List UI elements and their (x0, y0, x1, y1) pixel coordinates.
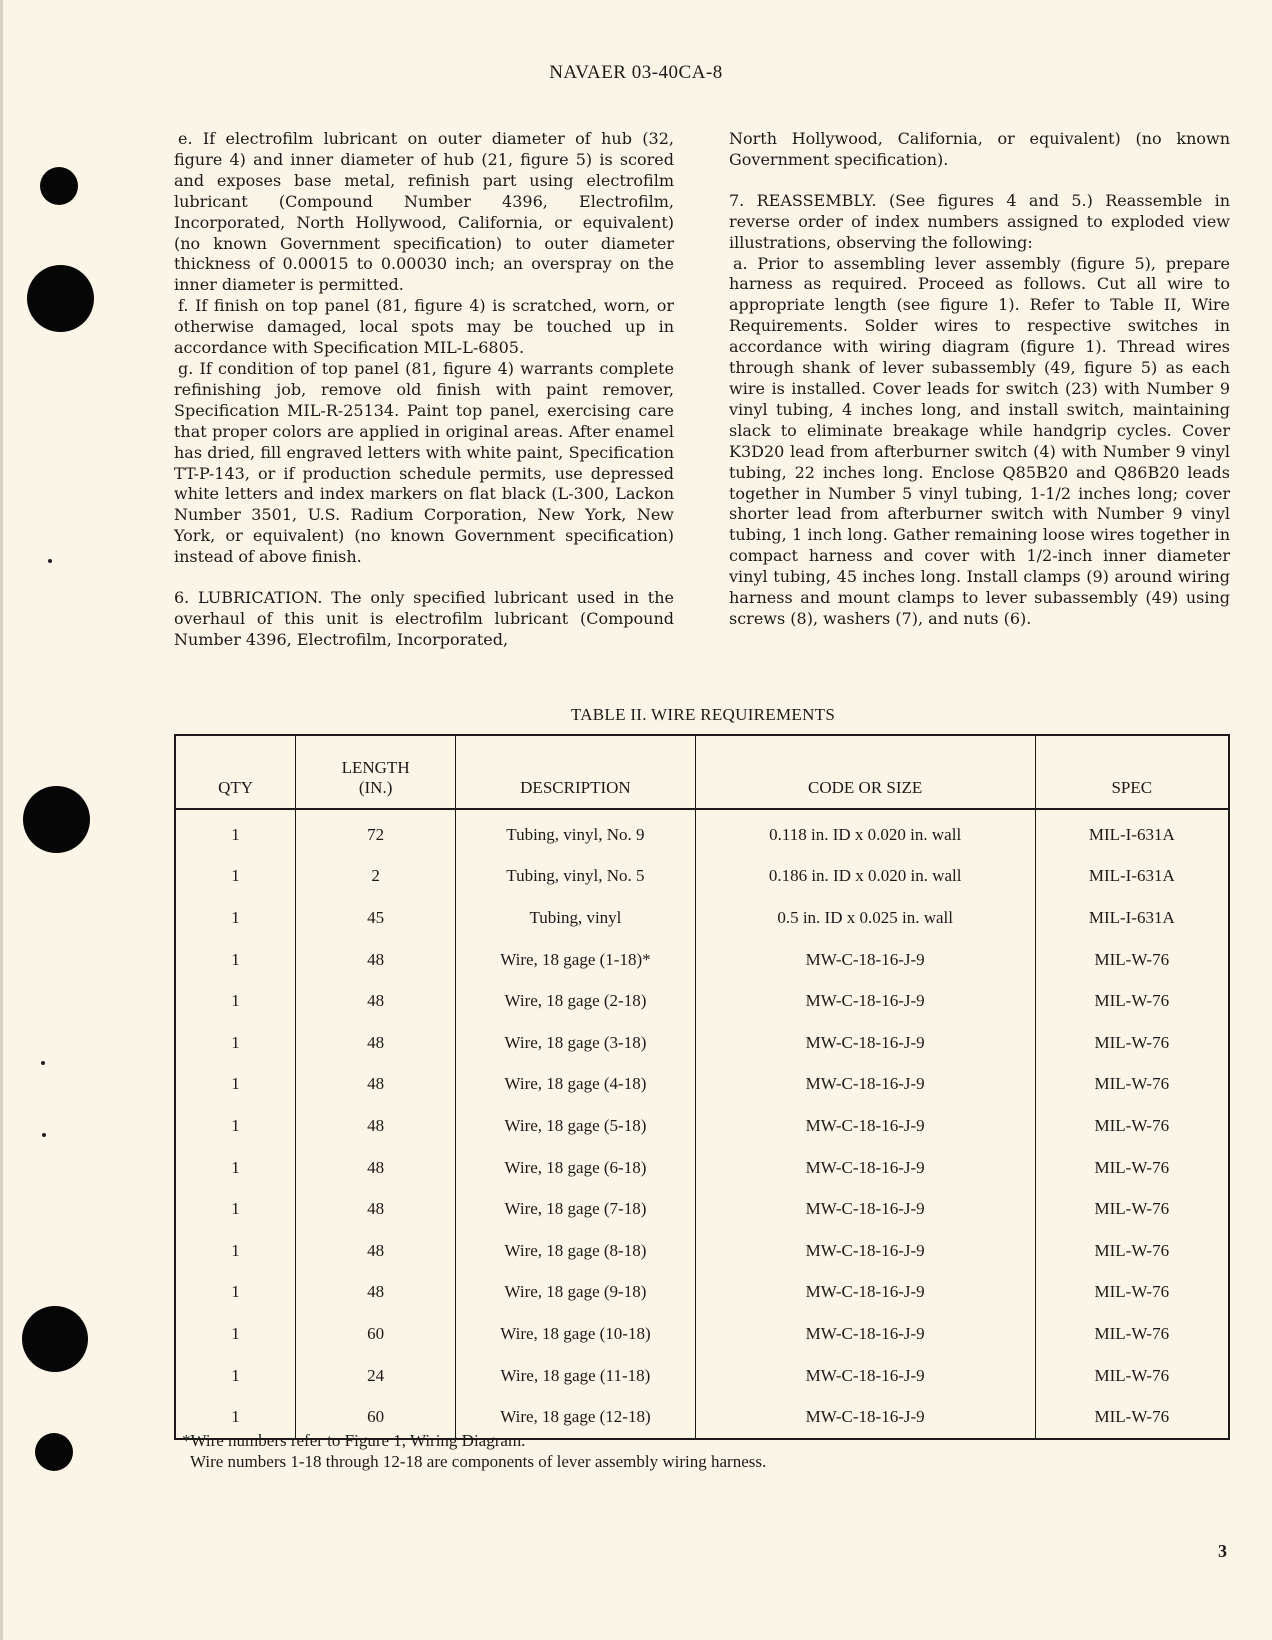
table-row (175, 856, 1229, 898)
cell-spec: MIL-W-76 (1035, 939, 1229, 981)
cell-code: MW-C-18-16-J-9 (695, 1313, 1035, 1355)
cell-spec: MIL-I-631A (1035, 856, 1229, 898)
table-row (175, 897, 1229, 939)
scan-speck (48, 559, 52, 563)
cell-code: MW-C-18-16-J-9 (695, 1355, 1035, 1397)
cell-length: 48 (296, 1105, 456, 1147)
left-text-column (174, 129, 674, 651)
cell-length: 48 (296, 980, 456, 1022)
footnote-harness: Wire numbers 1-18 through 12-18 are components of lever assembly wiring harness. (190, 1452, 767, 1471)
cell-description: Wire, 18 gage (12-18) (456, 1396, 696, 1439)
cell-length: 48 (296, 939, 456, 981)
cell-spec: MIL-I-631A (1035, 897, 1229, 939)
cell-spec: MIL-W-76 (1035, 1272, 1229, 1314)
cell-description: Wire, 18 gage (3-18) (456, 1022, 696, 1064)
paragraph-7a: a. Prior to assembling lever assembly (figure 5), prepare harness as required. Proceed as follows. Cut all wire to appropriate length (see figure 1). Refer to Table II, Wire Requirements. Solder wires to respective switches in accordance with wiring diagram (figure 1). Thread wires through shank of lever subassembly (49, figure 5) as each wire is installed. Cover leads for switch (23) with Number 9 vinyl tubing, 4 inches long, and install switch, maintaining slack to eliminate breakage while handgrip cycles. Cover K3D20 lead from afterburner switch (4) with Number 9 vinyl tubing, 22 inches long. Enclose Q85B20 and Q86B20 leads together in Number 5 vinyl tubing, 1-1/2 inches long; cover shorter lead from afterburner switch with Number 9 vinyl tubing, 1 inch long. Gather remaining loose wires together in compact harness and cover with 1/2-inch inner diameter vinyl tubing, 45 inches long. Install clamps (9) around wiring harness and mount clamps to lever subassembly (49) using screws (8), washers (7), and nuts (6). (729, 253, 1230, 628)
binder-hole-small-top (40, 167, 78, 205)
scan-speck (41, 1061, 45, 1065)
table-title: TABLE II. WIRE REQUIREMENTS (570, 705, 836, 724)
paragraph-f: f. If finish on top panel (81, figure 4) is scratched, worn, or otherwise damaged, local spots may be touched up in accordance with Specification MIL-L-6805. (174, 296, 674, 358)
cell-code: MW-C-18-16-J-9 (695, 1230, 1035, 1272)
cell-length: 2 (296, 856, 456, 898)
cell-description: Tubing, vinyl, No. 5 (456, 856, 696, 898)
cell-qty: 1 (175, 939, 296, 981)
cell-spec: MIL-W-76 (1035, 1188, 1229, 1230)
cell-length: 48 (296, 1230, 456, 1272)
cell-description: Wire, 18 gage (9-18) (456, 1272, 696, 1314)
header-qty: QTY (175, 735, 296, 809)
cell-qty: 1 (175, 1355, 296, 1397)
cell-spec: MIL-W-76 (1035, 1022, 1229, 1064)
cell-length: 60 (296, 1313, 456, 1355)
cell-length: 48 (296, 1188, 456, 1230)
cell-qty: 1 (175, 1396, 296, 1439)
right-text-column (729, 129, 1230, 630)
cell-description: Wire, 18 gage (8-18) (456, 1230, 696, 1272)
cell-qty: 1 (175, 1188, 296, 1230)
cell-length: 45 (296, 897, 456, 939)
cell-qty: 1 (175, 1022, 296, 1064)
cell-description: Wire, 18 gage (7-18) (456, 1188, 696, 1230)
binder-hole-large-lower (22, 1306, 88, 1372)
cell-code: 0.118 in. ID x 0.020 in. wall (695, 809, 1035, 856)
cell-qty: 1 (175, 856, 296, 898)
page-edge (0, 0, 3, 1640)
cell-length: 48 (296, 1064, 456, 1106)
cell-description: Wire, 18 gage (1-18)* (456, 939, 696, 981)
binder-hole-small-bottom (35, 1433, 73, 1471)
table-row (175, 1147, 1229, 1189)
cell-code: MW-C-18-16-J-9 (695, 1396, 1035, 1439)
wire-requirements-table (174, 734, 1230, 1440)
table-footnotes (182, 1430, 766, 1472)
cell-length: 48 (296, 1022, 456, 1064)
header-description: DESCRIPTION (456, 735, 696, 809)
section-6-lubrication: 6. LUBRICATION. The only specified lubricant used in the overhaul of this unit is electrofilm lubricant (Compound Number 4396, Electrofilm, Incorporated, (174, 588, 674, 649)
table-row (175, 1313, 1229, 1355)
cell-spec: MIL-W-76 (1035, 1064, 1229, 1106)
cell-spec: MIL-W-76 (1035, 980, 1229, 1022)
cell-qty: 1 (175, 1272, 296, 1314)
cell-qty: 1 (175, 1064, 296, 1106)
table-row (175, 1188, 1229, 1230)
table-header-row (175, 735, 1229, 809)
cell-qty: 1 (175, 1147, 296, 1189)
cell-code: MW-C-18-16-J-9 (695, 1022, 1035, 1064)
table-row (175, 809, 1229, 856)
cell-spec: MIL-W-76 (1035, 1355, 1229, 1397)
table-row (175, 1272, 1229, 1314)
cell-description: Wire, 18 gage (5-18) (456, 1105, 696, 1147)
cell-length: 72 (296, 809, 456, 856)
cell-spec: MIL-W-76 (1035, 1313, 1229, 1355)
cell-spec: MIL-W-76 (1035, 1147, 1229, 1189)
cell-description: Tubing, vinyl (456, 897, 696, 939)
footnote-wire-numbers: *Wire numbers refer to Figure 1, Wiring Diagram. (182, 1431, 526, 1450)
cell-description: Wire, 18 gage (4-18) (456, 1064, 696, 1106)
cell-code: MW-C-18-16-J-9 (695, 1064, 1035, 1106)
header-code-or-size: CODE OR SIZE (695, 735, 1035, 809)
scan-speck (42, 1133, 46, 1137)
cell-qty: 1 (175, 809, 296, 856)
header-length (296, 735, 456, 809)
page-number: 3 (1218, 1541, 1227, 1561)
cell-code: 0.5 in. ID x 0.025 in. wall (695, 897, 1035, 939)
binder-hole-large-middle (23, 786, 90, 853)
cell-code: 0.186 in. ID x 0.020 in. wall (695, 856, 1035, 898)
cell-qty: 1 (175, 980, 296, 1022)
section-7-reassembly: 7. REASSEMBLY. (See figures 4 and 5.) Reassemble in reverse order of index numbers assigned to exploded view illustrations, observing the following: (729, 190, 1230, 252)
cell-spec: MIL-W-76 (1035, 1396, 1229, 1439)
cell-code: MW-C-18-16-J-9 (695, 1147, 1035, 1189)
cell-length: 24 (296, 1355, 456, 1397)
cell-description: Wire, 18 gage (6-18) (456, 1147, 696, 1189)
table-row (175, 1230, 1229, 1272)
table-row (175, 1064, 1229, 1106)
header-length-line2: (IN.) (358, 778, 393, 797)
table-row (175, 1105, 1229, 1147)
cell-description: Wire, 18 gage (10-18) (456, 1313, 696, 1355)
section-6-continued: North Hollywood, California, or equivalent) (no known Government specification). (729, 129, 1230, 169)
cell-spec: MIL-W-76 (1035, 1105, 1229, 1147)
binder-hole-large-upper (27, 265, 94, 332)
cell-code: MW-C-18-16-J-9 (695, 1105, 1035, 1147)
cell-length: 60 (296, 1396, 456, 1439)
cell-qty: 1 (175, 897, 296, 939)
header-spec: SPEC (1035, 735, 1229, 809)
cell-code: MW-C-18-16-J-9 (695, 980, 1035, 1022)
cell-qty: 1 (175, 1105, 296, 1147)
header-length-line1: LENGTH (341, 758, 410, 777)
cell-qty: 1 (175, 1230, 296, 1272)
cell-code: MW-C-18-16-J-9 (695, 939, 1035, 981)
cell-spec: MIL-I-631A (1035, 809, 1229, 856)
cell-code: MW-C-18-16-J-9 (695, 1272, 1035, 1314)
cell-qty: 1 (175, 1313, 296, 1355)
cell-description: Tubing, vinyl, No. 9 (456, 809, 696, 856)
table-row (175, 980, 1229, 1022)
cell-length: 48 (296, 1147, 456, 1189)
paragraph-e: e. If electrofilm lubricant on outer diameter of hub (32, figure 4) and inner diameter of hub (21, figure 5) is scored and exposes base metal, refinish part using electrofilm lubricant (Compound Number 4396, Electrofilm, Incorporated, North Hollywood, California, or equivalent) (no known Government specification) to outer diameter thickness of 0.00015 to 0.00030 inch; an overspray on the inner diameter is permitted. (174, 129, 674, 295)
cell-length: 48 (296, 1272, 456, 1314)
table-row (175, 939, 1229, 981)
document-number-header: NAVAER 03-40CA-8 (549, 62, 723, 83)
cell-code: MW-C-18-16-J-9 (695, 1188, 1035, 1230)
cell-description: Wire, 18 gage (11-18) (456, 1355, 696, 1397)
cell-description: Wire, 18 gage (2-18) (456, 980, 696, 1022)
table-row (175, 1022, 1229, 1064)
paragraph-g: g. If condition of top panel (81, figure 4) warrants complete refinishing job, remove old finish with paint remover, Specification MIL-R-25134. Paint top panel, exercising care that proper colors are applied in original areas. After enamel has dried, fill engraved letters with white paint, Specification TT-P-143, or if production schedule permits, use depressed white letters and index markers on flat black (L-300, Lackon Number 3501, U.S. Radium Corporation, New York, New York, or equivalent) (no known Government specification) instead of above finish. (174, 358, 674, 567)
cell-spec: MIL-W-76 (1035, 1230, 1229, 1272)
table-row (175, 1355, 1229, 1397)
